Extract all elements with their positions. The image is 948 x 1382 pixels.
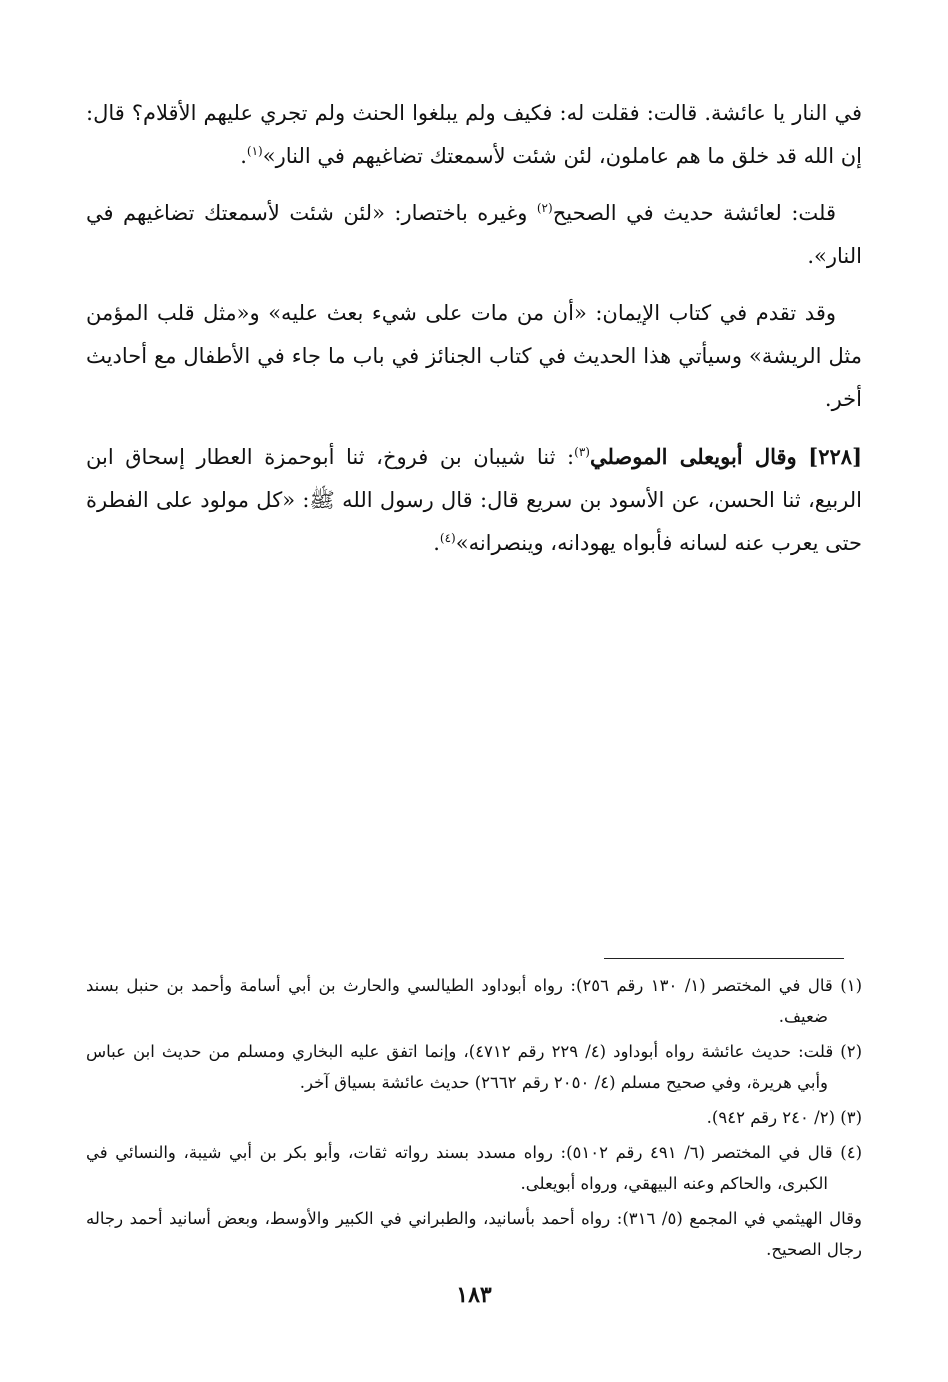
main-text	[86, 92, 862, 579]
paragraph-2-text-b: وغيره باختصار: «لئن شئت لأسمعتك تضاغيهم في النار».	[86, 201, 862, 268]
footnote-ref-2: (٢)	[536, 201, 553, 215]
footnote-4: (٤) قال في المختصر (٦/ ٤٩١ رقم ٥١٠٢): رواه مسدد بسند رواته ثقات، وأبو بكر بن أبي شيبة، والنسائي في الكبرى، والحاكم وعنه البيهقي، ورواه أبويعلى.	[86, 1143, 862, 1193]
footnote-separator	[604, 958, 844, 959]
footnote-1: (١) قال في المختصر (١/ ١٣٠ رقم ٢٥٦): رواه أبوداود الطيالسي والحارث بن أبي أسامة وأحمد بن حنبل بسند ضعيف.	[86, 976, 862, 1026]
paragraph-3	[86, 292, 862, 421]
footnote-4-continuation: وقال الهيثمي في المجمع (٥/ ٣١٦): رواه أحمد بأسانيد، والطبراني في الكبير والأوسط، وبعض أسانيد أحمد رجاله رجال الصحيح.	[86, 1209, 862, 1259]
paragraph-1-text: في النار يا عائشة. قالت: فقلت له: فكيف ولم يبلغوا الحنث ولم تجري عليهم الأقلام؟ قال: إن الله قد خلق ما هم عاملون، لئن شئت لأسمعتك تضاغيهم في النار»	[86, 101, 862, 168]
page-number: ١٨٣	[456, 1282, 492, 1308]
hadith-number: [٢٢٨]	[808, 444, 862, 469]
paragraph-4	[86, 435, 862, 565]
paragraph-2	[86, 192, 862, 278]
paragraph-4-tail: .	[433, 531, 440, 555]
paragraph-2-text-a: قلت: لعائشة حديث في الصحيح	[552, 201, 836, 225]
footnote-3: (٣) (٢/ ٢٤٠ رقم ٩٤٢).	[706, 1108, 862, 1127]
hadith-lead: وقال أبويعلى الموصلي	[589, 444, 797, 469]
paragraph-1-tail: .	[240, 144, 247, 168]
paragraph-1	[86, 92, 862, 178]
footnote-ref-1: (١)	[246, 144, 263, 158]
paragraph-4-text: : ثنا شيبان بن فروخ، ثنا أبوحمزة العطار إسحاق ابن الربيع، ثنا الحسن، عن الأسود بن سريع قال: قال رسول الله ﷺ: «كل مولود على الفطرة حتى يعرب عنه لسانه فأبواه يهودانه، وينصرانه»	[86, 445, 862, 555]
paragraph-3-text: وقد تقدم في كتاب الإيمان: «أن من مات على شيء بعث عليه» و«مثل قلب المؤمن مثل الريشة» وسيأتي هذا الحديث في كتاب الجنائز في باب ما جاء في الأطفال مع أحاديث أخر.	[86, 301, 862, 411]
footnote-ref-3: (٣)	[574, 445, 590, 459]
footnote-2: (٢) قلت: حديث عائشة رواه أبوداود (٤/ ٢٢٩ رقم ٤٧١٢)، وإنما اتفق عليه البخاري ومسلم من حديث ابن عباس وأبي هريرة، وفي صحيح مسلم (٤/ ٢٠٥٠ رقم ٢٦٦٢) حديث عائشة بسياق آخر.	[86, 1042, 862, 1092]
footnote-ref-4: (٤)	[439, 531, 456, 545]
footnotes	[86, 970, 862, 1265]
